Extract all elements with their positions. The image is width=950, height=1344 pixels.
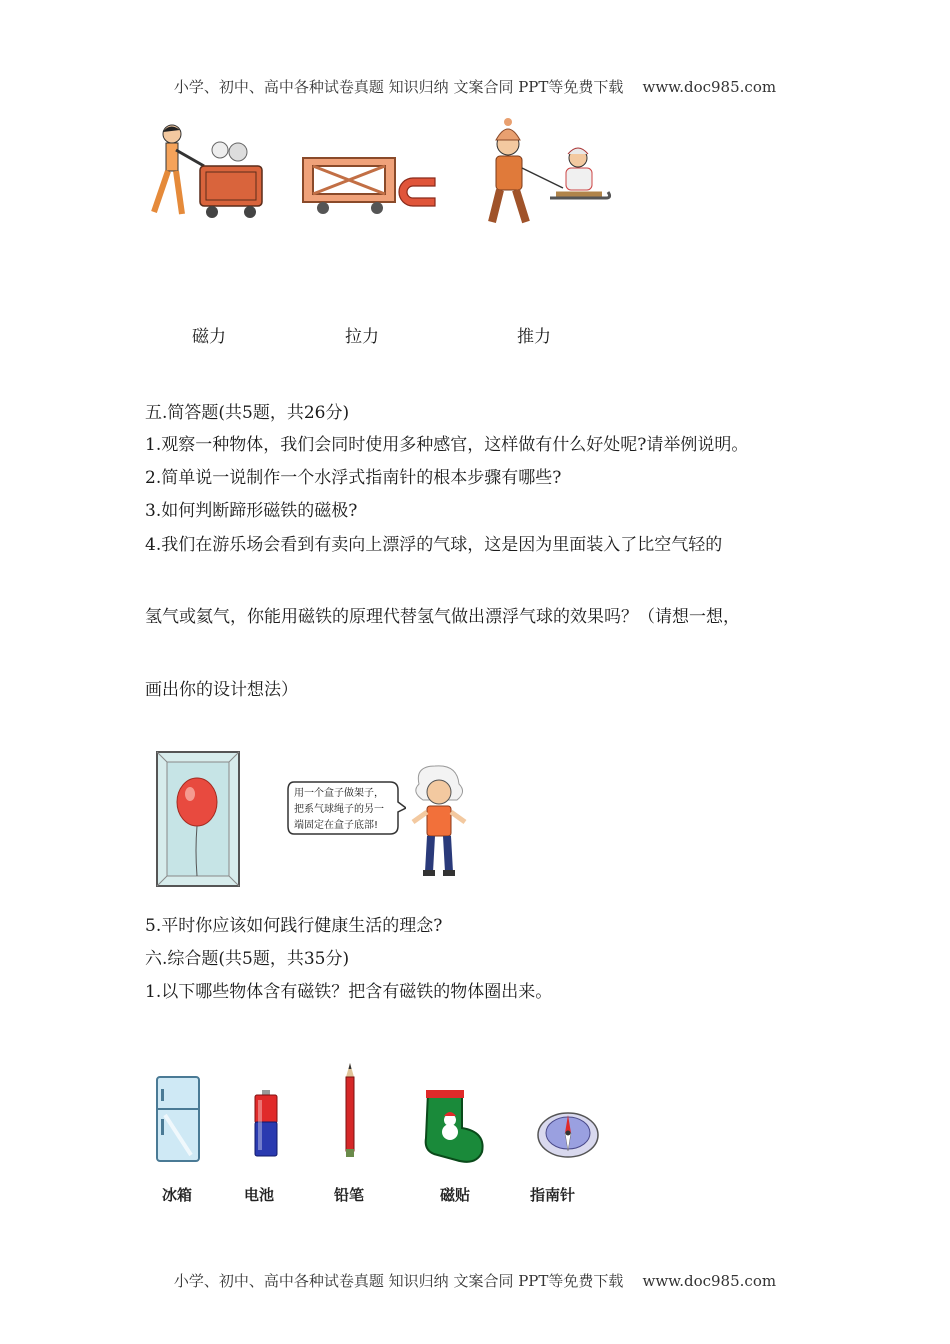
section5-question-2: 2.简单说一说制作一个水浮式指南针的根本步骤有哪些? [145,468,562,488]
cart-and-horseshoe-magnet-illustration [295,150,440,220]
bubble-line-2: 把系气球绳子的另一 [294,804,384,815]
section5-question-4-line2: 氢气或氦气，你能用磁铁的原理代替氢气做出漂浮气球的效果吗？（请想一想， [145,607,740,627]
section5-question-1: 1.观察一种物体，我们会同时使用多种感官，这样做有什么好处呢?请举例说明。 [145,435,749,455]
section5-question-4-line3: 画出你的设计想法） [145,680,298,700]
object-label-pencil: 铅笔 [334,1186,365,1204]
page-footer: 小学、初中、高中各种试卷真题 知识归纳 文案合同 PPT等免费下载 www.doc985.com [173,1272,777,1290]
bubble-line-1: 用一个盒子做架子， [294,788,384,799]
section5-question-4-line1: 4.我们在游乐场会看到有卖向上漂浮的气球，这是因为里面装入了比空气轻的 [145,535,723,555]
section6-question-1: 1.以下哪些物体含有磁铁？把含有磁铁的物体圈出来。 [145,982,553,1002]
bubble-line-3: 端固定在盒子底部! [294,820,379,831]
section6-title: 六.综合题(共5题，共35分) [145,949,350,969]
compass-icon [535,1105,601,1161]
child-pulling-sled-illustration [478,118,613,233]
magnetic-sticker-icon [420,1088,490,1166]
section5-question-3: 3.如何判断蹄形磁铁的磁极? [145,501,358,521]
balloon-in-box-illustration [155,750,241,888]
page-header: 小学、初中、高中各种试卷真题 知识归纳 文案合同 PPT等免费下载 www.doc985.com [173,78,777,96]
object-label-compass: 指南针 [530,1186,576,1204]
object-label-battery: 电池 [244,1186,275,1204]
force-label-pull: 拉力 [345,327,379,347]
section5-question-5: 5.平时你应该如何践行健康生活的理念? [145,916,443,936]
force-label-magnetic: 磁力 [192,327,226,347]
refrigerator-icon [155,1075,201,1165]
old-scientist-illustration [405,762,475,880]
boy-pushing-cart-illustration [140,120,270,230]
object-label-refrigerator: 冰箱 [162,1186,193,1204]
object-label-magnetic-sticker: 磁贴 [440,1186,471,1204]
pencil-icon [343,1063,357,1159]
section5-title: 五.简答题(共5题，共26分) [145,403,350,423]
force-label-push: 推力 [517,327,551,347]
battery-icon [253,1090,279,1158]
